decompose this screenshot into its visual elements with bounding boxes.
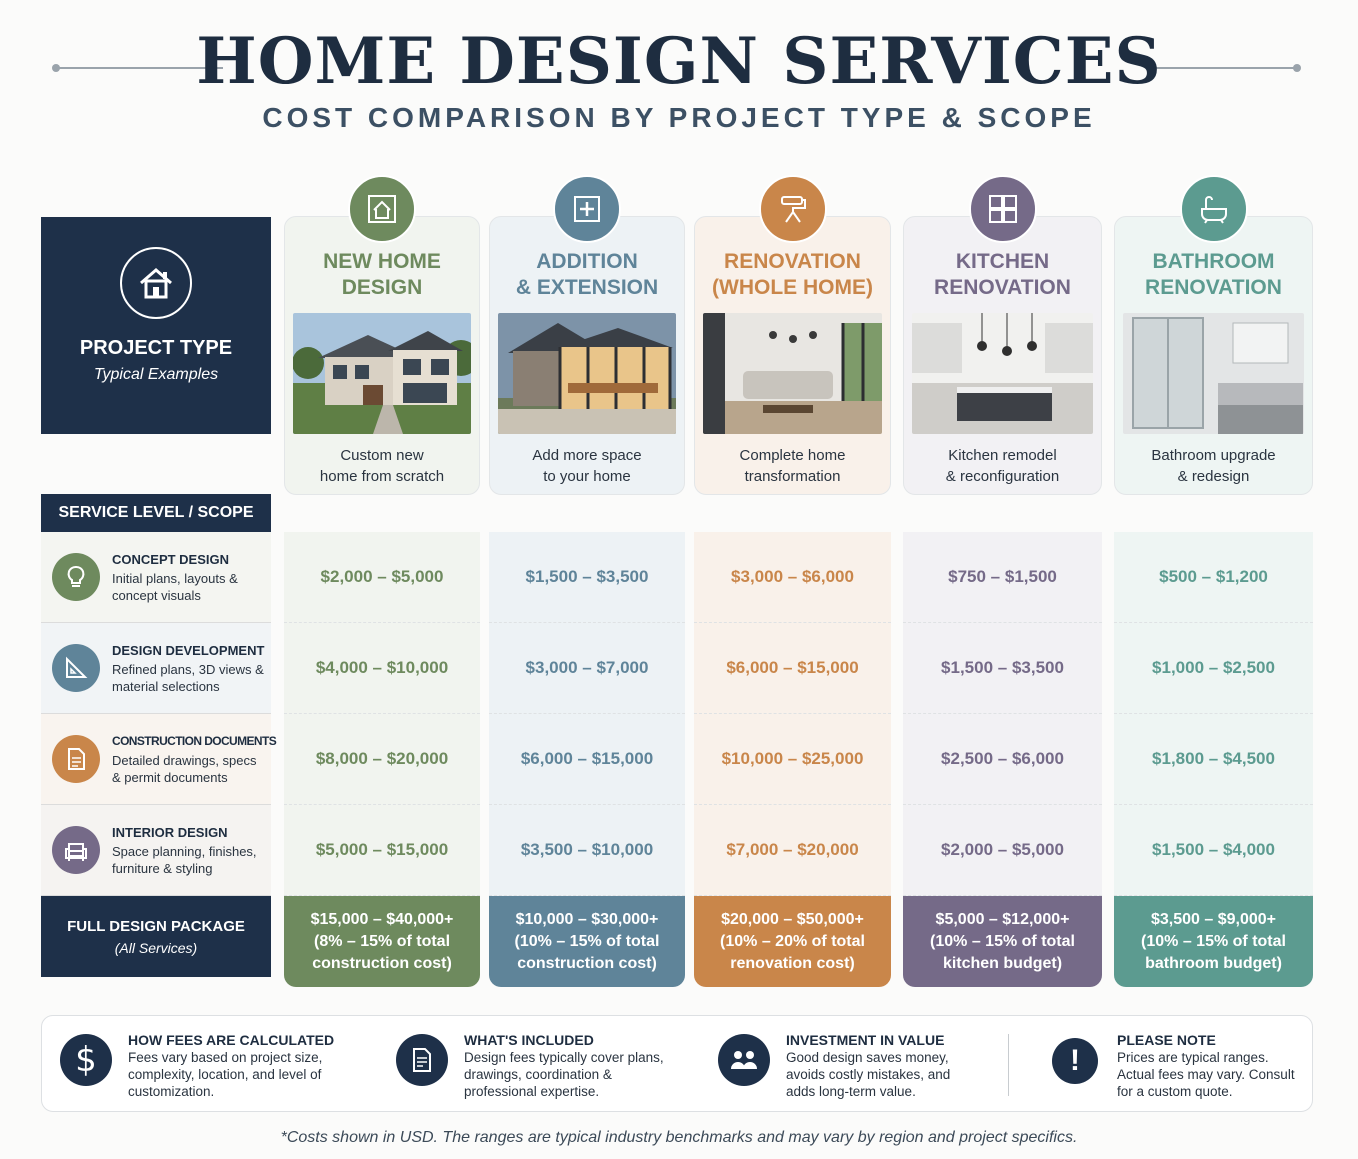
column-title-line: DESIGN (341, 276, 423, 299)
lightbulb-icon (52, 553, 100, 601)
full-package-subtitle: (All Services) (114, 940, 198, 956)
bathroom-photo (1123, 313, 1304, 434)
paint-roller-icon (759, 175, 827, 243)
column-title-line: & EXTENSION (515, 276, 659, 299)
column-description-line: home from scratch (319, 468, 445, 485)
document-icon (52, 735, 100, 783)
info-fees (42, 1016, 372, 1113)
column-description-line: & reconfiguration (945, 468, 1060, 485)
package-cost-line: (10% – 20% of total (720, 933, 865, 950)
column-description (1115, 445, 1312, 487)
package-cost-line: (10% – 15% of total (930, 933, 1075, 950)
package-cost-line: (10% – 15% of total (514, 933, 660, 950)
dollar-icon: $ (60, 1034, 112, 1086)
cost-cell: $1,500 – $3,500 (489, 532, 685, 623)
cost-cell: $2,000 – $5,000 (903, 805, 1102, 896)
service-description: Detailed drawings, specs & permit documents (112, 753, 257, 785)
column-title (285, 249, 479, 301)
package-cost-cell (489, 896, 685, 987)
house-icon (120, 247, 192, 319)
service-row-interior-design (41, 805, 271, 896)
document-icon (396, 1034, 448, 1086)
package-cost-line: $3,500 – $9,000+ (1150, 911, 1276, 928)
cost-cell: $2,500 – $6,000 (903, 714, 1102, 805)
service-description: Space planning, finishes, furniture & styling (112, 844, 257, 876)
cost-cell: $1,000 – $2,500 (1114, 623, 1313, 714)
service-description: Refined plans, 3D views & material selections (112, 662, 264, 694)
column-description-line: Bathroom upgrade (1151, 447, 1276, 464)
project-type-subtitle: Typical Examples (93, 366, 219, 383)
package-cost-line: $10,000 – $30,000+ (515, 911, 659, 928)
column-title (904, 249, 1101, 301)
cost-cell: $500 – $1,200 (1114, 532, 1313, 623)
cost-cell: $10,000 – $25,000 (694, 714, 891, 805)
column-bathroom-renovation (1114, 216, 1313, 495)
column-title (490, 249, 684, 301)
service-title: CONSTRUCTION DOCUMENTS (112, 734, 277, 748)
package-cost-line: $15,000 – $40,000+ (310, 911, 454, 928)
full-package-label (41, 896, 271, 977)
cost-cell: $2,000 – $5,000 (284, 532, 480, 623)
info-title: PLEASE NOTE (1117, 1032, 1216, 1048)
cost-cell: $3,000 – $6,000 (694, 532, 891, 623)
column-description (285, 445, 479, 487)
info-investment (700, 1016, 1000, 1113)
info-description: Good design saves money, avoids costly mistakes, and adds long-term value. (786, 1050, 951, 1099)
package-cost-line: $5,000 – $12,000+ (935, 911, 1070, 928)
info-panel (41, 1015, 1313, 1112)
people-icon (718, 1034, 770, 1086)
column-title-line: KITCHEN (955, 250, 1050, 273)
column-new-home-design (284, 216, 480, 495)
exclamation-icon: ! (1052, 1038, 1098, 1084)
package-cost-cell (694, 896, 891, 987)
column-renovation-whole-home (694, 216, 891, 495)
column-title (1115, 249, 1312, 301)
page-subtitle: COST COMPARISON BY PROJECT TYPE & SCOPE (262, 102, 1096, 133)
glass-addition-photo (498, 313, 676, 434)
modern-house-photo (293, 313, 471, 434)
package-cost-line: construction cost) (517, 955, 657, 972)
package-cost-cell (1114, 896, 1313, 987)
kitchen-photo (912, 313, 1093, 434)
column-kitchen-renovation (903, 216, 1102, 495)
project-type-title: PROJECT TYPE (79, 337, 233, 359)
cost-cell: $4,000 – $10,000 (284, 623, 480, 714)
column-description-line: Complete home (739, 447, 846, 464)
plus-square-icon (553, 175, 621, 243)
cost-cell: $750 – $1,500 (903, 532, 1102, 623)
info-title: INVESTMENT IN VALUE (786, 1032, 945, 1048)
column-title-line: (WHOLE HOME) (712, 276, 873, 299)
column-title-line: RENOVATION (1145, 276, 1282, 299)
service-title: CONCEPT DESIGN (112, 552, 230, 567)
column-title-line: ADDITION (536, 250, 638, 273)
cost-cell: $1,500 – $4,000 (1114, 805, 1313, 896)
info-description: Prices are typical ranges. Actual fees may vary. Consult for a custom quote. (1117, 1050, 1295, 1099)
full-package-title: FULL DESIGN PACKAGE (67, 918, 245, 935)
column-title-line: BATHROOM (1152, 250, 1275, 273)
column-addition-extension (489, 216, 685, 495)
service-row-construction-documents (41, 714, 277, 805)
service-level-header: SERVICE LEVEL / SCOPE (41, 494, 271, 532)
info-divider (1008, 1034, 1009, 1096)
column-description (904, 445, 1101, 487)
service-row-design-development (41, 623, 271, 714)
service-title: INTERIOR DESIGN (112, 825, 228, 840)
package-cost-line: kitchen budget) (942, 955, 1063, 972)
info-description: Design fees typically cover plans, drawings, coordination & professional expertise. (464, 1050, 664, 1099)
info-note (1032, 1016, 1312, 1113)
column-description (490, 445, 684, 487)
package-cost-line: bathroom budget) (1145, 955, 1282, 972)
column-title-line: NEW HOME (323, 250, 441, 273)
cost-cell: $7,000 – $20,000 (694, 805, 891, 896)
service-title: DESIGN DEVELOPMENT (112, 643, 265, 658)
package-cost-line: construction cost) (312, 955, 452, 972)
kitchen-cabinet-icon (969, 175, 1037, 243)
column-description-line: & redesign (1177, 468, 1250, 485)
package-cost-cell (284, 896, 480, 987)
cost-cell: $8,000 – $20,000 (284, 714, 480, 805)
cost-cell: $6,000 – $15,000 (694, 623, 891, 714)
column-description (695, 445, 890, 487)
living-room-photo (703, 313, 882, 434)
package-cost-cell (903, 896, 1102, 987)
column-description-line: Kitchen remodel (948, 447, 1057, 464)
cost-cell: $1,800 – $4,500 (1114, 714, 1313, 805)
info-included (378, 1016, 698, 1113)
info-title: WHAT'S INCLUDED (464, 1032, 594, 1048)
column-description-line: Custom new (340, 447, 424, 464)
package-cost-line: (10% – 15% of total (1141, 933, 1286, 950)
column-description-line: transformation (744, 468, 841, 485)
service-description: Initial plans, layouts & concept visuals (112, 571, 238, 603)
cost-cell: $1,500 – $3,500 (903, 623, 1102, 714)
project-type-header (41, 217, 271, 434)
column-description-line: Add more space (532, 447, 642, 464)
cost-cell: $3,500 – $10,000 (489, 805, 685, 896)
column-title (695, 249, 890, 301)
info-description: Fees vary based on project size, complexity, location, and level of customization. (128, 1050, 323, 1099)
info-title: HOW FEES ARE CALCULATED (128, 1032, 335, 1048)
blueprint-house-icon (348, 175, 416, 243)
cost-cell: $3,000 – $7,000 (489, 623, 685, 714)
column-description-line: to your home (543, 468, 631, 485)
bathtub-icon (1180, 175, 1248, 243)
package-cost-line: (8% – 15% of total (313, 933, 451, 950)
service-row-concept-design (41, 532, 271, 623)
package-cost-line: $20,000 – $50,000+ (721, 911, 864, 928)
cost-cell: $5,000 – $15,000 (284, 805, 480, 896)
set-square-icon (52, 644, 100, 692)
column-title-line: RENOVATION (934, 276, 1071, 299)
column-title-line: RENOVATION (724, 250, 861, 273)
footnote: *Costs shown in USD. The ranges are typical industry benchmarks and may vary by region and project specifics. (280, 1129, 1078, 1146)
package-cost-line: renovation cost) (730, 955, 855, 972)
cost-cell: $6,000 – $15,000 (489, 714, 685, 805)
page-title: HOME DESIGN SERVICES (196, 24, 1162, 99)
armchair-icon (52, 826, 100, 874)
